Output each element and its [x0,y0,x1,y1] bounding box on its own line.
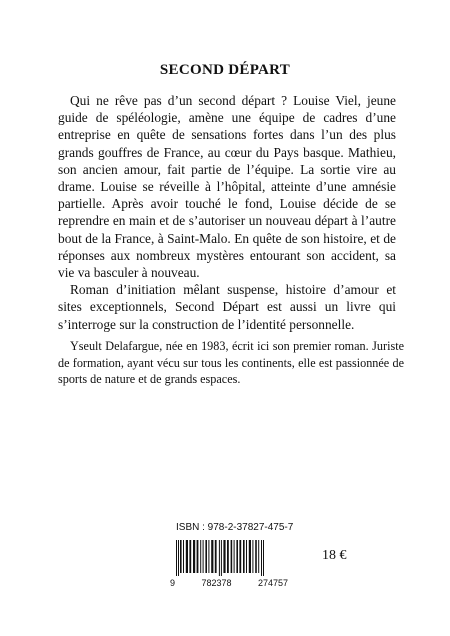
barcode-bar [239,540,241,573]
barcode-bar [252,540,253,573]
barcode-bar [236,540,238,573]
barcode-bar [178,540,179,576]
barcode-bar [183,540,184,573]
barcode-bar [203,540,204,573]
barcode-bar [197,540,199,573]
barcode-bar [180,540,182,573]
barcode-digit-group: 274757 [257,578,288,588]
barcode-bar [215,540,217,573]
barcode-bar [243,540,245,573]
barcode-bar [258,540,259,573]
barcode-bar [205,540,207,573]
barcode-bar [223,540,225,573]
barcode-bar [221,540,222,576]
barcode-bar [208,540,209,573]
barcode-bar [219,540,220,576]
barcode-bar [176,540,177,576]
barcode-digit-group: 782378 [201,578,232,588]
book-title: SECOND DÉPART [159,62,291,78]
barcode-bar [211,540,213,573]
barcode-digits [170,578,288,588]
synopsis-paragraph-1: Qui ne rêve pas d’un second départ ? Louise Viel, jeune guide de spéléologie, amène une équipe de cadres d’une entreprise en quête de sensations fortes dans l’un des plus grands gouffres de France, au cœur du Pays basque. Mathieu, son ancien amour, fait partie de l’équipe. La sortie vire au drame. Louise se réveille à l’hôpital, atteinte d’une amnésie partielle. Après avoir touché le fond, Louise décide de se reprendre en main et de s’autoriser un nouveau départ à l’autre bout de la France, à Saint-Malo. En quête de son histoire, et de réponses aux nombreux mystères entourant son accident, sa vie va basculer à nouveau. [58,93,396,281]
barcode-bar [231,540,233,573]
barcode-bar [261,540,262,576]
barcode-bar [263,540,264,576]
price: 18 € [322,548,347,563]
author-bio [58,338,404,388]
barcode-bar [255,540,257,573]
synopsis-paragraph-2: Roman d’initiation mêlant suspense, histoire d’amour et sites exceptionnels, Second Départ est aussi un livre qui s’interroge sur la construction de l’identité personnelle. [58,282,396,332]
barcode-bar [186,540,188,573]
barcode-bar [249,540,251,573]
barcode-digit-group: 9 [170,578,176,588]
barcode-bar [189,540,191,573]
barcode-bar [193,540,195,573]
author-bio-text: Yseult Delafargue, née en 1983, écrit ici son premier roman. Juriste de formation, ayant vécu sur tous les continents, elle est passionnée de sports de nature et de grands espaces. [58,339,404,387]
barcode-bar [246,540,247,573]
isbn-label: ISBN : 978-2-37827-475-7 [176,522,294,533]
barcode [175,540,284,576]
barcode-bar [234,540,235,573]
synopsis [58,92,396,333]
barcode-bar [227,540,229,573]
barcode-bar [200,540,201,573]
